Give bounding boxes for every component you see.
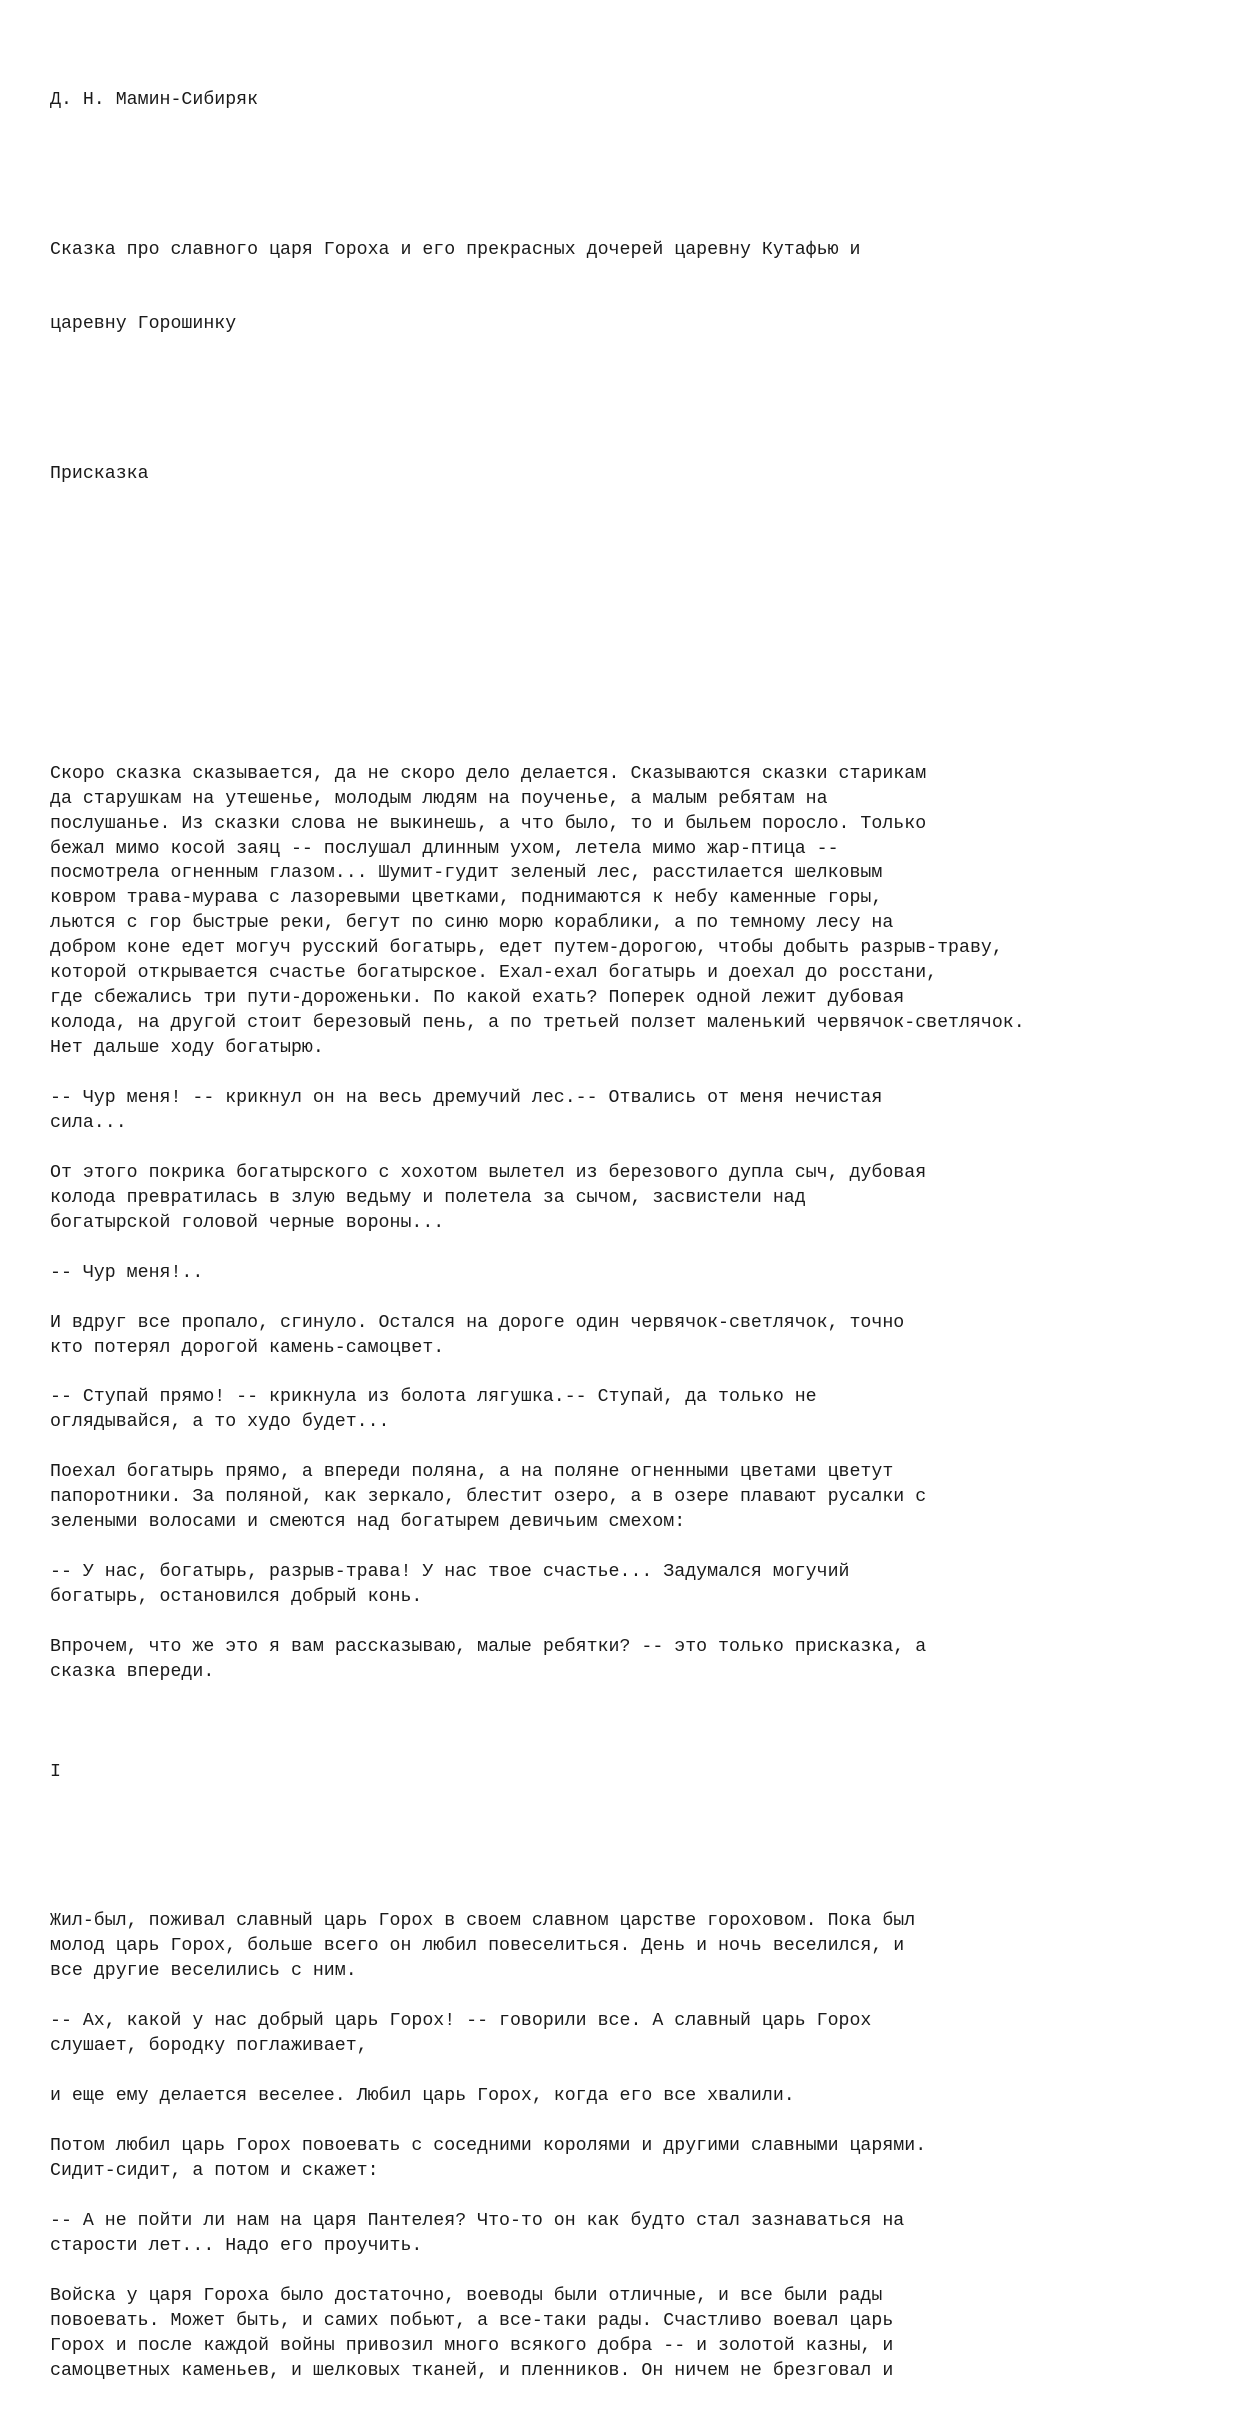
paragraph xyxy=(50,2009,1220,2059)
blank-line xyxy=(50,1835,1220,1860)
text-line: где сбежались три пути-дороженьки. По какой ехать? Поперек одной лежит дубовая xyxy=(50,988,905,1009)
blank-line xyxy=(50,387,1220,412)
blank-line xyxy=(50,537,1220,562)
text-line: колода, на другой стоит березовый пень, а по третьей ползет маленький червячок-светлячок. xyxy=(50,1013,1025,1034)
text-line: -- А не пойти ли нам на царя Пантелея? Что-то он как будто стал зазнаваться на xyxy=(50,2210,905,2231)
text-line: все другие веселились с ним. xyxy=(50,1961,357,1982)
text-line: Скоро сказка сказывается, да не скоро дело делается. Сказываются сказки старикам xyxy=(50,763,927,784)
blank-line xyxy=(50,1136,1220,1161)
chapter-heading: I xyxy=(50,1761,61,1782)
blank-line xyxy=(50,1286,1220,1311)
blank-line xyxy=(50,1361,1220,1386)
text-line: Впрочем, что же это я вам рассказываю, малые ребятки? -- это только присказка, а xyxy=(50,1637,927,1657)
title-line: царевну Горошинку xyxy=(50,314,237,335)
blank-line xyxy=(50,2109,1220,2134)
paragraph xyxy=(50,1560,1220,1610)
text-line: Горох и после каждой войны привозил много всякого добра -- и золотой казны, и xyxy=(50,2335,894,2356)
blank-line xyxy=(50,2184,1220,2209)
paragraph xyxy=(50,1460,1220,1535)
text-line: сила... xyxy=(50,1112,127,1133)
paragraph xyxy=(50,2284,1220,2384)
title-line: Сказка про славного царя Гороха и его прекрасных дочерей царевну Кутафью и xyxy=(50,239,861,260)
blank-line xyxy=(50,1685,1220,1710)
author-line: Д. Н. Мамин-Сибиряк xyxy=(50,89,259,110)
text-line: Сидит-сидит, а потом и скажет: xyxy=(50,2161,379,2182)
text-line: кто потерял дорогой камень-самоцвет. xyxy=(50,1337,445,1358)
text-line: послушанье. Из сказки слова не выкинешь, а что было, то и быльем поросло. Только xyxy=(50,813,927,834)
text-line: повоевать. Может быть, и самих побьют, а все-таки рады. Счастливо воевал царь xyxy=(50,2310,894,2331)
text-line: сказка впереди. xyxy=(50,1661,215,1682)
blank-line xyxy=(50,1236,1220,1261)
text-line: И вдруг все пропало, сгинуло. Остался на дороге один червячок-светлячок, точно xyxy=(50,1312,905,1333)
text-line: богатырской головой черные вороны... xyxy=(50,1212,445,1233)
paragraph xyxy=(50,1635,1220,1685)
text-line: самоцветных каменьев, и шелковых тканей, и пленников. Он ничем не брезговал и xyxy=(50,2360,894,2381)
text-line: -- У нас, богатырь, разрыв-трава! У нас твое счастье... Задумался могучий xyxy=(50,1562,850,1583)
text-line: добром коне едет могуч русский богатырь, едет путем-дорогою, чтобы добыть разрыв-траву, xyxy=(50,938,1003,959)
paragraph xyxy=(50,1311,1220,1361)
text-line: оглядывайся, а то худо будет... xyxy=(50,1412,390,1433)
blank-line xyxy=(50,1610,1220,1635)
paragraph xyxy=(50,1086,1220,1136)
text-line: От этого покрика богатырского с хохотом вылетел из березового дупла сыч, дубовая xyxy=(50,1162,927,1183)
document-text xyxy=(50,38,1220,2434)
text-line: посмотрела огненным глазом... Шумит-гудит зеленый лес, расстилается шелковым xyxy=(50,863,883,884)
text-line: зелеными волосами и смеются над богатырем девичьим смехом: xyxy=(50,1512,686,1533)
text-line: бежал мимо косой заяц -- послушал длинным ухом, летела мимо жар-птица -- xyxy=(50,838,839,859)
paragraph xyxy=(50,1385,1220,1435)
text-line: -- Ах, какой у нас добрый царь Горох! -- говорили все. А славный царь Горох xyxy=(50,2011,872,2032)
text-line: -- Чур меня! -- крикнул он на весь дремучий лес.-- Отвались от меня нечистая xyxy=(50,1088,883,1109)
blank-line xyxy=(50,687,1220,712)
paragraph xyxy=(50,762,1220,1061)
text-line: папоротники. За поляной, как зеркало, блестит озеро, а в озере плавают русалки с xyxy=(50,1487,927,1508)
text-line: колода превратилась в злую ведьму и полетела за сычом, засвистели над xyxy=(50,1187,806,1208)
blank-line xyxy=(50,2259,1220,2284)
text-line: да старушкам на утешенье, молодым людям на поученье, а малым ребятам на xyxy=(50,788,828,809)
text-line: -- Чур меня!.. xyxy=(50,1262,204,1283)
paragraph xyxy=(50,1161,1220,1236)
section-heading-prologue: Присказка xyxy=(50,464,149,485)
blank-line xyxy=(50,163,1220,188)
text-line: старости лет... Надо его проучить. xyxy=(50,2235,423,2256)
text-line: Войска у царя Гороха было достаточно, воеводы были отличные, и все были рады xyxy=(50,2285,883,2306)
blank-line xyxy=(50,612,1220,637)
text-line: слушает, бородку поглаживает, xyxy=(50,2036,368,2057)
text-line: -- Ступай прямо! -- крикнула из болота лягушка.-- Ступай, да только не xyxy=(50,1387,817,1408)
text-line: Потом любил царь Горох повоевать с соседними королями и другими славными царями. xyxy=(50,2136,927,2157)
text-line: Жил-был, поживал славный царь Горох в своем славном царстве гороховом. Пока был xyxy=(50,1911,916,1932)
paragraph xyxy=(50,1909,1220,1984)
prologue-body xyxy=(50,762,1220,1710)
text-line: молод царь Горох, больше всего он любил повеселиться. День и ночь веселился, и xyxy=(50,1936,905,1957)
chapter-body xyxy=(50,1909,1220,2383)
blank-line xyxy=(50,1435,1220,1460)
text-line: ковром трава-мурава с лазоревыми цветками, поднимаются к небу каменные горы, xyxy=(50,888,883,909)
text-line: Поехал богатырь прямо, а впереди поляна, а на поляне огненными цветами цветут xyxy=(50,1462,894,1483)
paragraph xyxy=(50,2084,1220,2109)
text-line: льются с гор быстрые реки, бегут по синю морю кораблики, а по темному лесу на xyxy=(50,913,894,934)
text-line: богатырь, остановился добрый конь. xyxy=(50,1587,423,1608)
blank-line xyxy=(50,1535,1220,1560)
paragraph xyxy=(50,1261,1220,1286)
text-line: которой открывается счастье богатырское. Ехал-ехал богатырь и доехал до росстани, xyxy=(50,963,938,984)
text-line: и еще ему делается веселее. Любил царь Горох, когда его все хвалили. xyxy=(50,2086,795,2107)
paragraph xyxy=(50,2209,1220,2259)
blank-line xyxy=(50,1984,1220,2009)
blank-line xyxy=(50,2059,1220,2084)
blank-line xyxy=(50,1061,1220,1086)
paragraph xyxy=(50,2134,1220,2184)
text-line: Нет дальше ходу богатырю. xyxy=(50,1038,324,1059)
